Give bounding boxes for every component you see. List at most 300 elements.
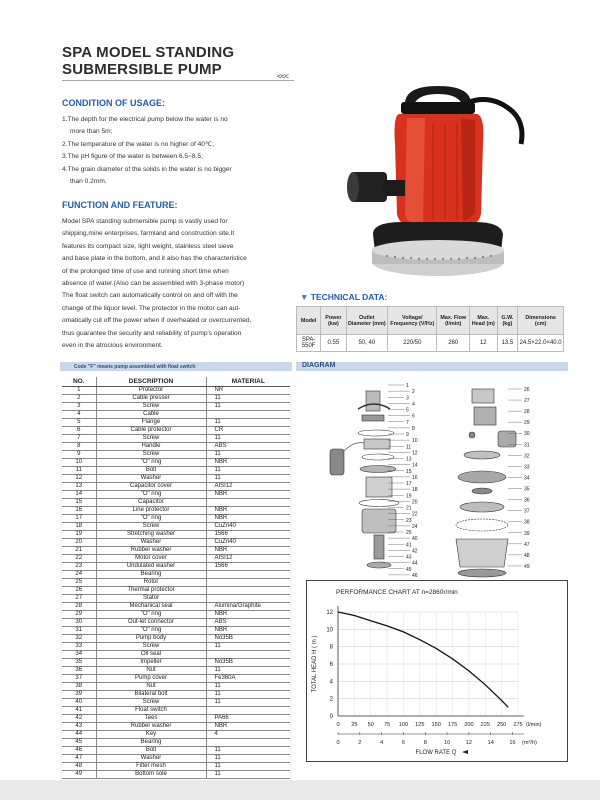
part-description: Bearing xyxy=(96,738,206,746)
x-tick-label-lmin: 125 xyxy=(415,722,425,728)
usage-line: 1.The depth for the electrical pump below the water is no xyxy=(62,116,228,123)
part-description: Undulated washer xyxy=(96,562,206,570)
table-row xyxy=(62,634,290,642)
part-number: 15 xyxy=(62,498,96,506)
table-row xyxy=(62,730,290,738)
part-description: Handle xyxy=(96,442,206,450)
x-tick-label-m3h: 0 xyxy=(336,740,340,746)
part-number: 26 xyxy=(62,586,96,594)
callout-label: 1 xyxy=(406,383,409,389)
part-number: 37 xyxy=(62,674,96,682)
part-description: Capacitor cover xyxy=(96,482,206,490)
part-number: 27 xyxy=(62,594,96,602)
part-number: 22 xyxy=(62,554,96,562)
x-tick-label-lmin: 225 xyxy=(480,722,490,728)
x-tick-label-lmin: 50 xyxy=(367,722,374,728)
parts-header-description: DESCRIPTION xyxy=(96,377,206,386)
part-number: 43 xyxy=(62,722,96,730)
usage-line: 4.The grain diameter of the solids in the water is no bigger xyxy=(62,165,232,173)
table-row xyxy=(62,482,290,490)
x-tick-label-m3h: 16 xyxy=(509,740,516,746)
table-row xyxy=(62,626,290,634)
part-number: 11 xyxy=(62,466,96,474)
table-row xyxy=(62,562,290,570)
part-number: 46 xyxy=(62,746,96,754)
part-number: 36 xyxy=(62,666,96,674)
part-material: 11 xyxy=(206,762,290,770)
callout-label: 45 xyxy=(406,566,412,573)
part-number: 16 xyxy=(62,506,96,514)
part-material: AISI12 xyxy=(206,482,290,490)
table-row xyxy=(62,722,290,730)
function-line: features its compact size, light weight, stainless steel sieve xyxy=(62,242,234,250)
part-material xyxy=(206,410,290,418)
part-number: 1 xyxy=(62,386,96,394)
table-row xyxy=(62,674,290,682)
y-tick-label: 2 xyxy=(329,696,333,703)
part-description: Rubber washer xyxy=(96,722,206,730)
table-row xyxy=(62,506,290,514)
x-tick-label-lmin: 175 xyxy=(447,722,458,728)
part-material: 11 xyxy=(206,418,290,426)
callout-label: 34 xyxy=(524,475,530,482)
page-title xyxy=(62,44,234,78)
part-number: 25 xyxy=(62,578,96,586)
part-material: 11 xyxy=(206,642,290,650)
part-number: 20 xyxy=(62,538,96,546)
parts-header-no: NO. xyxy=(62,377,96,386)
x-tick-label-lmin: 250 xyxy=(496,722,507,728)
part-material: 11 xyxy=(206,690,290,698)
part-description: Nut xyxy=(96,682,206,690)
chart-title: PERFORMANCE CHART AT n=2860r/min xyxy=(336,589,458,596)
part-number: 30 xyxy=(62,618,96,626)
part-material: 11 xyxy=(206,746,290,754)
part-material: CuZn40 xyxy=(206,522,290,530)
part-material: CuZn40 xyxy=(206,538,290,546)
x-unit-m3h: (m³/h) xyxy=(522,740,537,746)
y-tick-label: 10 xyxy=(326,627,333,634)
table-row xyxy=(62,594,290,602)
function-line: shipping,mine enterprises, farmland and construction site.It xyxy=(62,230,235,238)
usage-line: more than 5m; xyxy=(70,128,113,136)
table-row xyxy=(62,618,290,626)
callout-label: 5 xyxy=(406,407,409,414)
table-row xyxy=(62,450,290,458)
callout-label: 43 xyxy=(406,554,412,561)
table-row xyxy=(62,410,290,418)
spec-cell: 13.5 xyxy=(497,335,518,352)
table-row xyxy=(62,650,290,658)
part-material: 11 xyxy=(206,698,290,706)
y-tick-label: 6 xyxy=(329,662,333,668)
part-description: Rotor xyxy=(96,578,206,586)
callout-label: 13 xyxy=(406,456,412,463)
footer-band xyxy=(0,780,600,800)
callout-label: 4 xyxy=(412,401,415,408)
chevrons-icon: <<< xyxy=(277,72,289,81)
part-description: Float switch xyxy=(96,706,206,714)
part-number: 7 xyxy=(62,434,96,442)
part-material: 11 xyxy=(206,402,290,410)
title-line-1: SPA MODEL STANDING xyxy=(62,44,235,61)
part-number: 6 xyxy=(62,426,96,434)
usage-line: 3.The pH figure of the water is between 6.5~8.5; xyxy=(62,153,203,161)
spec-header: Dimensions (cm) xyxy=(518,307,564,335)
function-line: thus guarantee the security and reliability of pump's operation xyxy=(62,329,242,337)
table-row xyxy=(62,586,290,594)
callout-label: 6 xyxy=(412,413,415,420)
callout-label: 15 xyxy=(406,468,412,475)
callout-label: 17 xyxy=(406,481,412,487)
part-number: 33 xyxy=(62,642,96,650)
part-material: 11 xyxy=(206,682,290,690)
part-material: NBR xyxy=(206,722,290,730)
table-row xyxy=(62,706,290,714)
part-number: 24 xyxy=(62,570,96,578)
part-description: Oil seal xyxy=(96,650,206,658)
callout-label: 7 xyxy=(406,419,409,426)
table-row xyxy=(62,514,290,522)
part-description: Washer xyxy=(96,754,206,762)
part-description: Screw xyxy=(96,450,206,458)
callout-label: 10 xyxy=(412,438,418,445)
head-flow-curve xyxy=(338,612,508,707)
table-row xyxy=(62,602,290,610)
part-description: Cable protector xyxy=(96,426,206,434)
table-row xyxy=(62,418,290,426)
function-line: omatically cut off the power when if overheated or overcurrented, xyxy=(62,317,252,325)
callout-label: 24 xyxy=(412,523,418,530)
table-row xyxy=(62,690,290,698)
callout-label: 28 xyxy=(524,409,530,416)
table-row xyxy=(62,554,290,562)
usage-list xyxy=(62,114,294,188)
part-material: 1566 xyxy=(206,562,290,570)
part-description: Screw xyxy=(96,434,206,442)
x-tick-label-lmin: 75 xyxy=(383,722,391,728)
callout-label: 49 xyxy=(524,563,530,570)
callout-label: 26 xyxy=(524,387,530,393)
part-description: Pump body xyxy=(96,634,206,642)
x-tick-label-lmin: 150 xyxy=(431,722,441,728)
part-description: "O" ring xyxy=(96,610,206,618)
part-description: Stator xyxy=(96,594,206,602)
part-description: Rubber washer xyxy=(96,546,206,554)
part-material xyxy=(206,738,290,746)
part-number: 40 xyxy=(62,698,96,706)
part-description: Flange xyxy=(96,418,206,426)
table-row xyxy=(62,466,290,474)
part-number: 13 xyxy=(62,482,96,490)
technical-data-heading: ▼ TECHNICAL DATA: xyxy=(300,292,388,302)
function-line: absence of water.(Also can be assembled with 3-phase motor) xyxy=(62,280,245,288)
callout-label: 2 xyxy=(412,389,415,396)
part-material xyxy=(206,578,290,586)
part-number: 2 xyxy=(62,394,96,402)
y-tick-label: 12 xyxy=(326,610,333,616)
part-number: 45 xyxy=(62,738,96,746)
float-switch-code-note: Code "F" means pump assembled with float switch xyxy=(60,362,292,371)
part-number: 18 xyxy=(62,522,96,530)
callout-label: 14 xyxy=(412,462,418,469)
parts-table xyxy=(62,377,290,779)
callout-label: 23 xyxy=(406,517,412,524)
y-tick-label: 0 xyxy=(329,714,333,720)
table-row xyxy=(62,578,290,586)
table-row xyxy=(62,474,290,482)
spec-row xyxy=(297,335,564,352)
exploded-diagram xyxy=(322,381,554,587)
callout-label: 44 xyxy=(412,560,418,567)
part-description: Washer xyxy=(96,538,206,546)
part-description: Capacitor xyxy=(96,498,206,506)
x-tick-label-lmin: 200 xyxy=(464,722,474,728)
callout-label: 22 xyxy=(412,511,418,518)
callout-label: 11 xyxy=(406,444,412,451)
table-row xyxy=(62,546,290,554)
part-description: Tees xyxy=(96,714,206,722)
part-number: 14 xyxy=(62,490,96,498)
spec-cell: 260 xyxy=(437,335,470,352)
part-material: NBR xyxy=(206,458,290,466)
table-row xyxy=(62,698,290,706)
table-row xyxy=(62,458,290,466)
part-material: NBR xyxy=(206,514,290,522)
function-line: even in the atrocious environment. xyxy=(62,342,163,350)
usage-heading: CONDITION OF USAGE: xyxy=(62,98,165,108)
part-material: 11 xyxy=(206,450,290,458)
function-paragraph xyxy=(62,216,296,352)
callout-label: 46 xyxy=(412,572,418,579)
part-number: 4 xyxy=(62,410,96,418)
diagram-heading-bar xyxy=(296,362,568,371)
x-tick-label-m3h: 2 xyxy=(358,740,362,746)
part-description: Stretching washer xyxy=(96,530,206,538)
part-material: ABS xyxy=(206,442,290,450)
x-tick-label-m3h: 6 xyxy=(401,740,406,746)
part-material: 11 xyxy=(206,474,290,482)
part-description: Filter mesh xyxy=(96,762,206,770)
callout-label: 12 xyxy=(412,450,418,457)
callout-label: 3 xyxy=(406,395,409,402)
part-description: Screw xyxy=(96,522,206,530)
part-material: NR xyxy=(206,386,290,394)
table-row xyxy=(62,658,290,666)
table-row xyxy=(62,386,290,394)
callout-label: 9 xyxy=(406,432,409,438)
part-material: NBR xyxy=(206,626,290,634)
title-rule xyxy=(62,80,294,81)
part-description: Bilateral bolt xyxy=(96,690,206,698)
callout-label: 25 xyxy=(406,530,412,536)
part-description: "O" ring xyxy=(96,626,206,634)
callout-label: 38 xyxy=(524,519,530,526)
table-row xyxy=(62,498,290,506)
table-row xyxy=(62,738,290,746)
function-line: The float switch can automatically control on and off with the xyxy=(62,292,238,300)
part-material: AISI12 xyxy=(206,554,290,562)
spec-header: Max. Head (m) xyxy=(470,307,498,335)
table-row xyxy=(62,642,290,650)
table-row xyxy=(62,530,290,538)
callout-label: 42 xyxy=(412,548,418,555)
function-line: of the prolonged time of use and running short time when xyxy=(62,267,229,275)
part-material: 11 xyxy=(206,754,290,762)
table-row xyxy=(62,762,290,770)
part-number: 8 xyxy=(62,442,96,450)
part-material: Alumina/Graphite xyxy=(206,602,290,610)
arrow-right-icon xyxy=(462,750,468,754)
part-material: No35B xyxy=(206,634,290,642)
part-material xyxy=(206,650,290,658)
part-material: ABS xyxy=(206,618,290,626)
spec-header: Power (kw) xyxy=(321,307,346,335)
spec-header: Outlet Diameter (mm) xyxy=(346,307,388,335)
part-number: 39 xyxy=(62,690,96,698)
x-tick-label-m3h: 12 xyxy=(465,740,473,746)
part-material: NBR xyxy=(206,506,290,514)
performance-chart xyxy=(306,596,568,760)
callout-label: 20 xyxy=(412,499,418,506)
title-line-2: SUBMERSIBLE PUMP xyxy=(62,61,222,78)
callout-label: 19 xyxy=(406,493,412,500)
y-tick-label: 8 xyxy=(329,644,333,651)
x-tick-label-m3h: 8 xyxy=(423,740,427,746)
part-description: Screw xyxy=(96,698,206,706)
callout-label: 31 xyxy=(524,442,530,449)
part-number: 34 xyxy=(62,650,96,658)
technical-data-table xyxy=(296,306,564,352)
function-line: Model SPA standing submersible pump is vastly used for xyxy=(62,218,228,225)
part-description: Screw xyxy=(96,402,206,410)
callout-label: 21 xyxy=(406,505,412,512)
callout-label: 37 xyxy=(524,508,530,515)
table-row xyxy=(62,402,290,410)
part-number: 12 xyxy=(62,474,96,482)
callout-label: 35 xyxy=(524,486,530,493)
table-row xyxy=(62,394,290,402)
part-material: 4 xyxy=(206,730,290,738)
spec-cell: 0.55 xyxy=(321,335,346,352)
diagram-heading: DIAGRAM xyxy=(302,362,336,369)
callout-label: 33 xyxy=(524,464,530,471)
parts-header-material: MATERIAL xyxy=(206,377,290,386)
part-description: Bearing xyxy=(96,570,206,578)
part-description: Cable xyxy=(96,410,206,418)
callout-label: 40 xyxy=(412,536,418,543)
table-row xyxy=(62,746,290,754)
part-description: Bolt xyxy=(96,466,206,474)
part-description: "O" ring xyxy=(96,514,206,522)
part-description: Motor cover xyxy=(96,554,206,562)
function-line: change of the liquor level. The protector in the motor can aut- xyxy=(62,304,241,312)
part-number: 17 xyxy=(62,514,96,522)
part-description: Mechanical seal xyxy=(96,602,206,610)
part-description: Impeller xyxy=(96,658,206,666)
part-description: Pump cover xyxy=(96,674,206,682)
part-material xyxy=(206,570,290,578)
part-material xyxy=(206,594,290,602)
callout-label: 27 xyxy=(524,398,530,405)
y-tick-label: 4 xyxy=(329,679,333,686)
part-material: NBR xyxy=(206,610,290,618)
part-number: 41 xyxy=(62,706,96,714)
part-number: 5 xyxy=(62,418,96,426)
part-number: 47 xyxy=(62,754,96,762)
spec-cell: 12 xyxy=(470,335,498,352)
x-tick-label-lmin: 0 xyxy=(336,722,340,728)
spec-header: Voltage/ Frequency (V/Hz) xyxy=(388,307,437,335)
part-number: 23 xyxy=(62,562,96,570)
part-description: Washer xyxy=(96,474,206,482)
spec-header: Max. Flow (l/min) xyxy=(437,307,470,335)
x-axis-label: FLOW RATE Q xyxy=(415,750,457,756)
part-description: "O" ring xyxy=(96,490,206,498)
part-number: 42 xyxy=(62,714,96,722)
part-description: Bottom sole xyxy=(96,770,206,778)
callout-label: 16 xyxy=(412,474,418,481)
usage-line: 2.The temperature of the water is no higher of 40℃; xyxy=(62,140,215,148)
part-material: 11 xyxy=(206,466,290,474)
table-row xyxy=(62,770,290,778)
x-tick-label-lmin: 25 xyxy=(351,722,358,728)
part-number: 49 xyxy=(62,770,96,778)
table-row xyxy=(62,434,290,442)
callout-label: 18 xyxy=(412,487,418,494)
part-description: Cable presser xyxy=(96,394,206,402)
function-line: and base plate in the bottom, and it also has the characteristice xyxy=(62,255,247,263)
table-row xyxy=(62,714,290,722)
table-row xyxy=(62,610,290,618)
part-material: 11 xyxy=(206,666,290,674)
part-number: 3 xyxy=(62,402,96,410)
part-description: Thermal protector xyxy=(96,586,206,594)
table-row xyxy=(62,426,290,434)
x-unit-lmin: (l/min) xyxy=(526,722,542,728)
part-material xyxy=(206,586,290,594)
part-material: 11 xyxy=(206,394,290,402)
table-row xyxy=(62,666,290,674)
part-material: 11 xyxy=(206,770,290,778)
table-row xyxy=(62,754,290,762)
callout-label: 32 xyxy=(524,453,530,460)
part-material: Fe360A xyxy=(206,674,290,682)
spec-header: G.W. (kg) xyxy=(497,307,518,335)
pump-product-image xyxy=(343,84,533,292)
part-material xyxy=(206,498,290,506)
function-heading: FUNCTION AND FEATURE: xyxy=(62,200,178,210)
part-number: 31 xyxy=(62,626,96,634)
part-number: 9 xyxy=(62,450,96,458)
part-description: Line protector xyxy=(96,506,206,514)
callout-label: 36 xyxy=(524,497,530,504)
spec-cell: 50, 40 xyxy=(346,335,388,352)
callout-label: 48 xyxy=(524,552,530,559)
part-description: Screw xyxy=(96,642,206,650)
part-material: No35B xyxy=(206,658,290,666)
x-tick-label-m3h: 14 xyxy=(487,740,494,746)
part-number: 10 xyxy=(62,458,96,466)
part-material: PA66 xyxy=(206,714,290,722)
usage-line: than 0.2mm. xyxy=(70,178,107,186)
part-number: 19 xyxy=(62,530,96,538)
callout-label: 47 xyxy=(524,541,530,548)
spec-cell: SPA-550F xyxy=(297,335,321,352)
callout-label: 29 xyxy=(524,420,530,427)
part-description: Out-let connector xyxy=(96,618,206,626)
arrow-down-icon: ▼ xyxy=(300,292,309,302)
